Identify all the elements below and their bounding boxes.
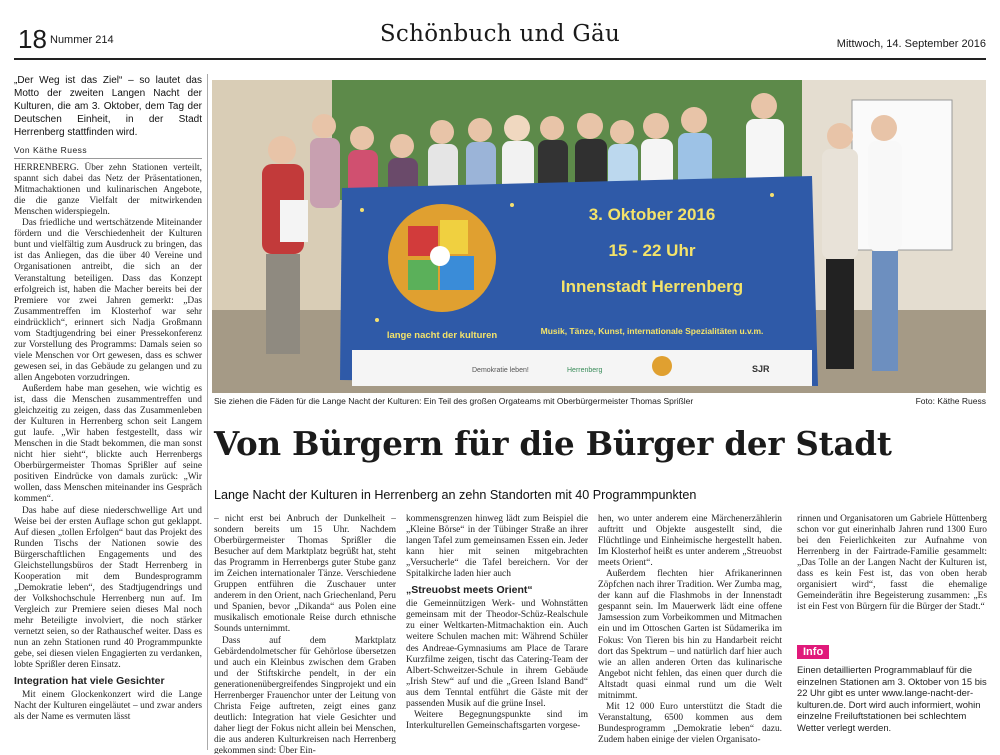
column-3 [406,514,588,754]
paragraph: rinnen und Organisatoren um Gabriele Hüttenberg schon vor gut einerinhalb Jahren rund 1300 Euro bei den Feierlichkeiten zur Aufnahme von Herrenberg in der Fairtrade-Familie gesammelt: „Das Tolle an der Langen Nacht der Kulturen ist, dass es kein Fest ist, das von oben herab organisiert wird“, fasst die ehemalige Gemeinderätin ihre Begeisterung zusammen: „Es ist ein Fest von Bürgern für die Bürger der Stadt.“ [797,514,987,613]
group-photo [212,80,986,393]
header-rule [14,58,986,60]
paragraph: hen, wo unter anderem eine Märchenerzählerin auftritt und Objekte ausgestellt sind, die Flüchtlinge und Einheimische hergestellt haben. Im Klosterhof heißt es unter anderem „Streuobst meets Orient“. [598,514,782,569]
photo-illustration [212,80,986,393]
column-4 [598,514,782,754]
banner-sponsor: Demokratie leben! [472,367,529,374]
paragraph: Das friedliche und wertschätzende Miteinander fördern und die Verschiedenheit der Kulturen bunt und vielfältig zum Ausdruck zu bringen, das ist das Anliegen, das die über 40 Vereine und Organisationen antreibt, die sich an der Veranstaltung beteiligen. Dass das Konzept erfolgreich ist, haben die Macher bereits bei der Premiere vor zwei Jahren gemerkt: „Das Zusammentreffen im Klosterhof war sehr eindrücklich“, erinnert sich Nadja Großmann vom Stadtjugendring bei einer Pressekonferenz zur Vorstellung des Programms: Damals seien so viele Menschen vor Ort gewesen, dass es schwer gewesen sei, in das Gebäude zu gelangen und zu allen Angeboten vorzudringen. [14,218,202,383]
headline: Von Bürgern für die Bürger der Stadt [214,424,892,463]
event-banner [340,176,818,386]
article-lead: „Der Weg ist das Ziel“ – so lautet das Motto der zweiten Langen Nacht der Kulturen, die am 3. Oktober, dem Tag der Deutschen Einheit, in der Stadt Herrenberg stattfinden wird. [14,75,202,138]
paragraph: Dass auf dem Marktplatz Gebärdendolmetscher für Gehörlose übersetzen und auch ein Kleinbus zwischen dem Graben und der Stiftskirche pendelt, in der ein generationenübergreifendes Singprojekt und ein Herrenberger Frauenchor unter der Leitung von Christa Feige auftreten, zeigt eines ganz deutlich: Integration hat viele Gesichter und daher liegt der Fokus nicht allein bei Menschen, die aus anderen Kulturkreisen nach Herrenberg gekommen sind: Über Ein- [214,635,396,754]
paragraph: Weitere Begegnungspunkte sind im Interkulturellen Gemeinschaftsgarten vorgese- [406,709,588,731]
banner-tagline: Musik, Tänze, Kunst, internationale Spezialitäten u.v.m. [540,326,764,336]
subheadline: Lange Nacht der Kulturen in Herrenberg an zehn Standorten mit 40 Programmpunkten [214,488,697,502]
issue-number: Nummer 214 [50,34,114,46]
paragraph: HERRENBERG. Über zehn Stationen verteilt, spannt sich dabei das Netz der Präsentationen, Mitmachaktionen und kulinarischen Angebote, die die ganze Vielfalt der mitwirkenden Menschen widerspiegeln. [14,163,202,218]
banner-place: Innenstadt Herrenberg [560,277,744,296]
photo-caption: Sie ziehen die Fäden für die Lange Nacht der Kulturen: Ein Teil des großen Orgateams mit Oberbürgermeister Thomas Sprißler [214,396,694,406]
subheading: Integration hat viele Gesichter [14,675,165,688]
paragraph: Mit 12 000 Euro unterstützt die Stadt die Veranstaltung, 6500 kommen aus dem Bundesprogramm „Demokratie leben“ dazu. Zudem haben einige der vielen Organisato- [598,701,782,745]
column-divider [207,74,208,750]
paragraph: Außerdem flechten hier Afrikanerinnen Zöpfchen nach ihrer Tradition. Wer Zumba mag, der kann auf die Flashmobs in der Innenstadt gespannt sein. Im Mauerwerk lädt eine offene Jamsession zum Vorbeikommen und Mitmachen ein und im Ottoschen Garten ist Südamerika im Fokus: Von Tieren bis hin zu Handarbeit reicht dort das Spektrum – und natürlich darf hier auch wie an allen anderen Orten das kulinarische Angebot nicht fehlen, das einen quer durch die Altstadt quasi einmal rund um die Welt mitnimmt. [598,569,782,701]
subheading: „Streuobst meets Orient“ [406,584,533,597]
paragraph: die Gemeinnützigen Werk- und Wohnstätten gemeinsam mit der Theodor-Schüz-Realschule zu einer Weltkarten-Mitmachaktion ein. Auch weitere Schulen machen mit: Während Schüler des Andreae-Gymnasiums am Place de Tarare Kurzfilme zeigen, tischt das Catering-Team der Albert-Schweitzer-Schule in ihrem Gebäude „Irish Stew“ auf und die „Green Island Band“ aus dem Tenntal entführt die Gäste mit der passenden Musik auf die grüne Insel. [406,599,588,709]
byline: Von Käthe Ruess [14,145,202,159]
photo-credit: Foto: Käthe Ruess [915,396,986,406]
info-tag: Info [797,645,829,659]
banner-sponsor: Herrenberg [567,367,603,374]
paragraph: kommensgrenzen hinweg lädt zum Beispiel die „Kleine Börse“ in der Tübinger Straße an ihrer langen Tafel zum gemeinsamen Essen ein. Jeder kann hier mit seinen mitgebrachten „Versucherle“ die Tafel bereichern. Vor der Spitalkirche laden hier auch [406,514,588,580]
paragraph: Das habe auf diese niederschwellige Art und Weise bei der ersten Auflage schon gut geklappt. Auf diesen „tollen Erfolgen“ baut das Projekt des Runden Tischs der Nationen sowie des Bürgerschaftlichen Engagements und des Gleichstellungsbüros der Stadt Herrenberg in Kooperation mit dem Bundesprogramm „Demokratie leben“, des Stadtjugendrings und der Volkshochschule Herrenberg nun auf. Im Vergleich zur Premiere seien dieses Mal noch mehr Beteiligte involviert, die noch stärker vernetzt seien, so der Rathauschef weiter. Dass es nun an zehn Stationen rund 40 Programmpunkte gebe, sei diesen vielen Engagierten zu verdanken, lobte Sprißler deren Einsatz. [14,505,202,671]
paragraph: Mit einem Glockenkonzert wird die Lange Nacht der Kulturen eingeläutet – und zwar anders als der Name es vermuten lässt [14,690,202,723]
column-2 [214,514,396,754]
issue-date: Mittwoch, 14. September 2016 [836,38,986,50]
banner-sponsor: SJR [752,364,770,374]
banner-date: 3. Oktober 2016 [588,205,716,224]
info-box [797,640,987,733]
left-column [14,74,202,754]
banner-logo-text: lange nacht der kulturen [386,330,498,341]
paragraph: Außerdem habe man gesehen, wie wichtig es ist, dass die Menschen zusammentreffen und gleichzeitig zu zeigen, dass das Zusammenleben der Kulturen in Herrenberg schon seit Langem gut laufe. „Wir haben festgestellt, dass wir Menschen in die Stadt bekommen, die man sonst nicht hier sieht“, blickte auch Herrenbergs Oberbürgermeister Thomas Sprißler auf seine positiven Eindrücke von damals zurück: „Wir wollen, dass Menschen miteinander ins Gespräch kommen“. [14,383,202,505]
column-5 [797,514,987,634]
section-title: Schönbuch und Gäu [379,21,621,47]
info-text: Einen detaillierten Programmablauf für die einzelnen Stationen am 3. Oktober von 15 bis 22 Uhr gibt es unter www.lange-nacht-der-kulturen.de. Dort wird auch informiert, wohin einzelne Freiluftstationen bei schlechtem Wetter verlegt werden. [797,664,987,733]
paragraph: – nicht erst bei Anbruch der Dunkelheit – sondern bereits um 15 Uhr. Nachdem Oberbürgermeister Thomas Sprißler die Besucher auf dem Marktplatz begrüßt hat, steht das Programm in Herrenbergs guter Stube ganz im Zeichen internationaler Tänze. Verschiedene Gruppen entführen die Zuschauer unter anderem in den Orient, nach Griechenland, Peru und Spanien, bevor „Dikanda“ aus Polen eine musikalisch emotionale Reise durch ethnische Sounds unternimmt. [214,514,396,635]
banner-time: 15 - 22 Uhr [608,241,696,260]
page-number: 18 [18,24,47,54]
